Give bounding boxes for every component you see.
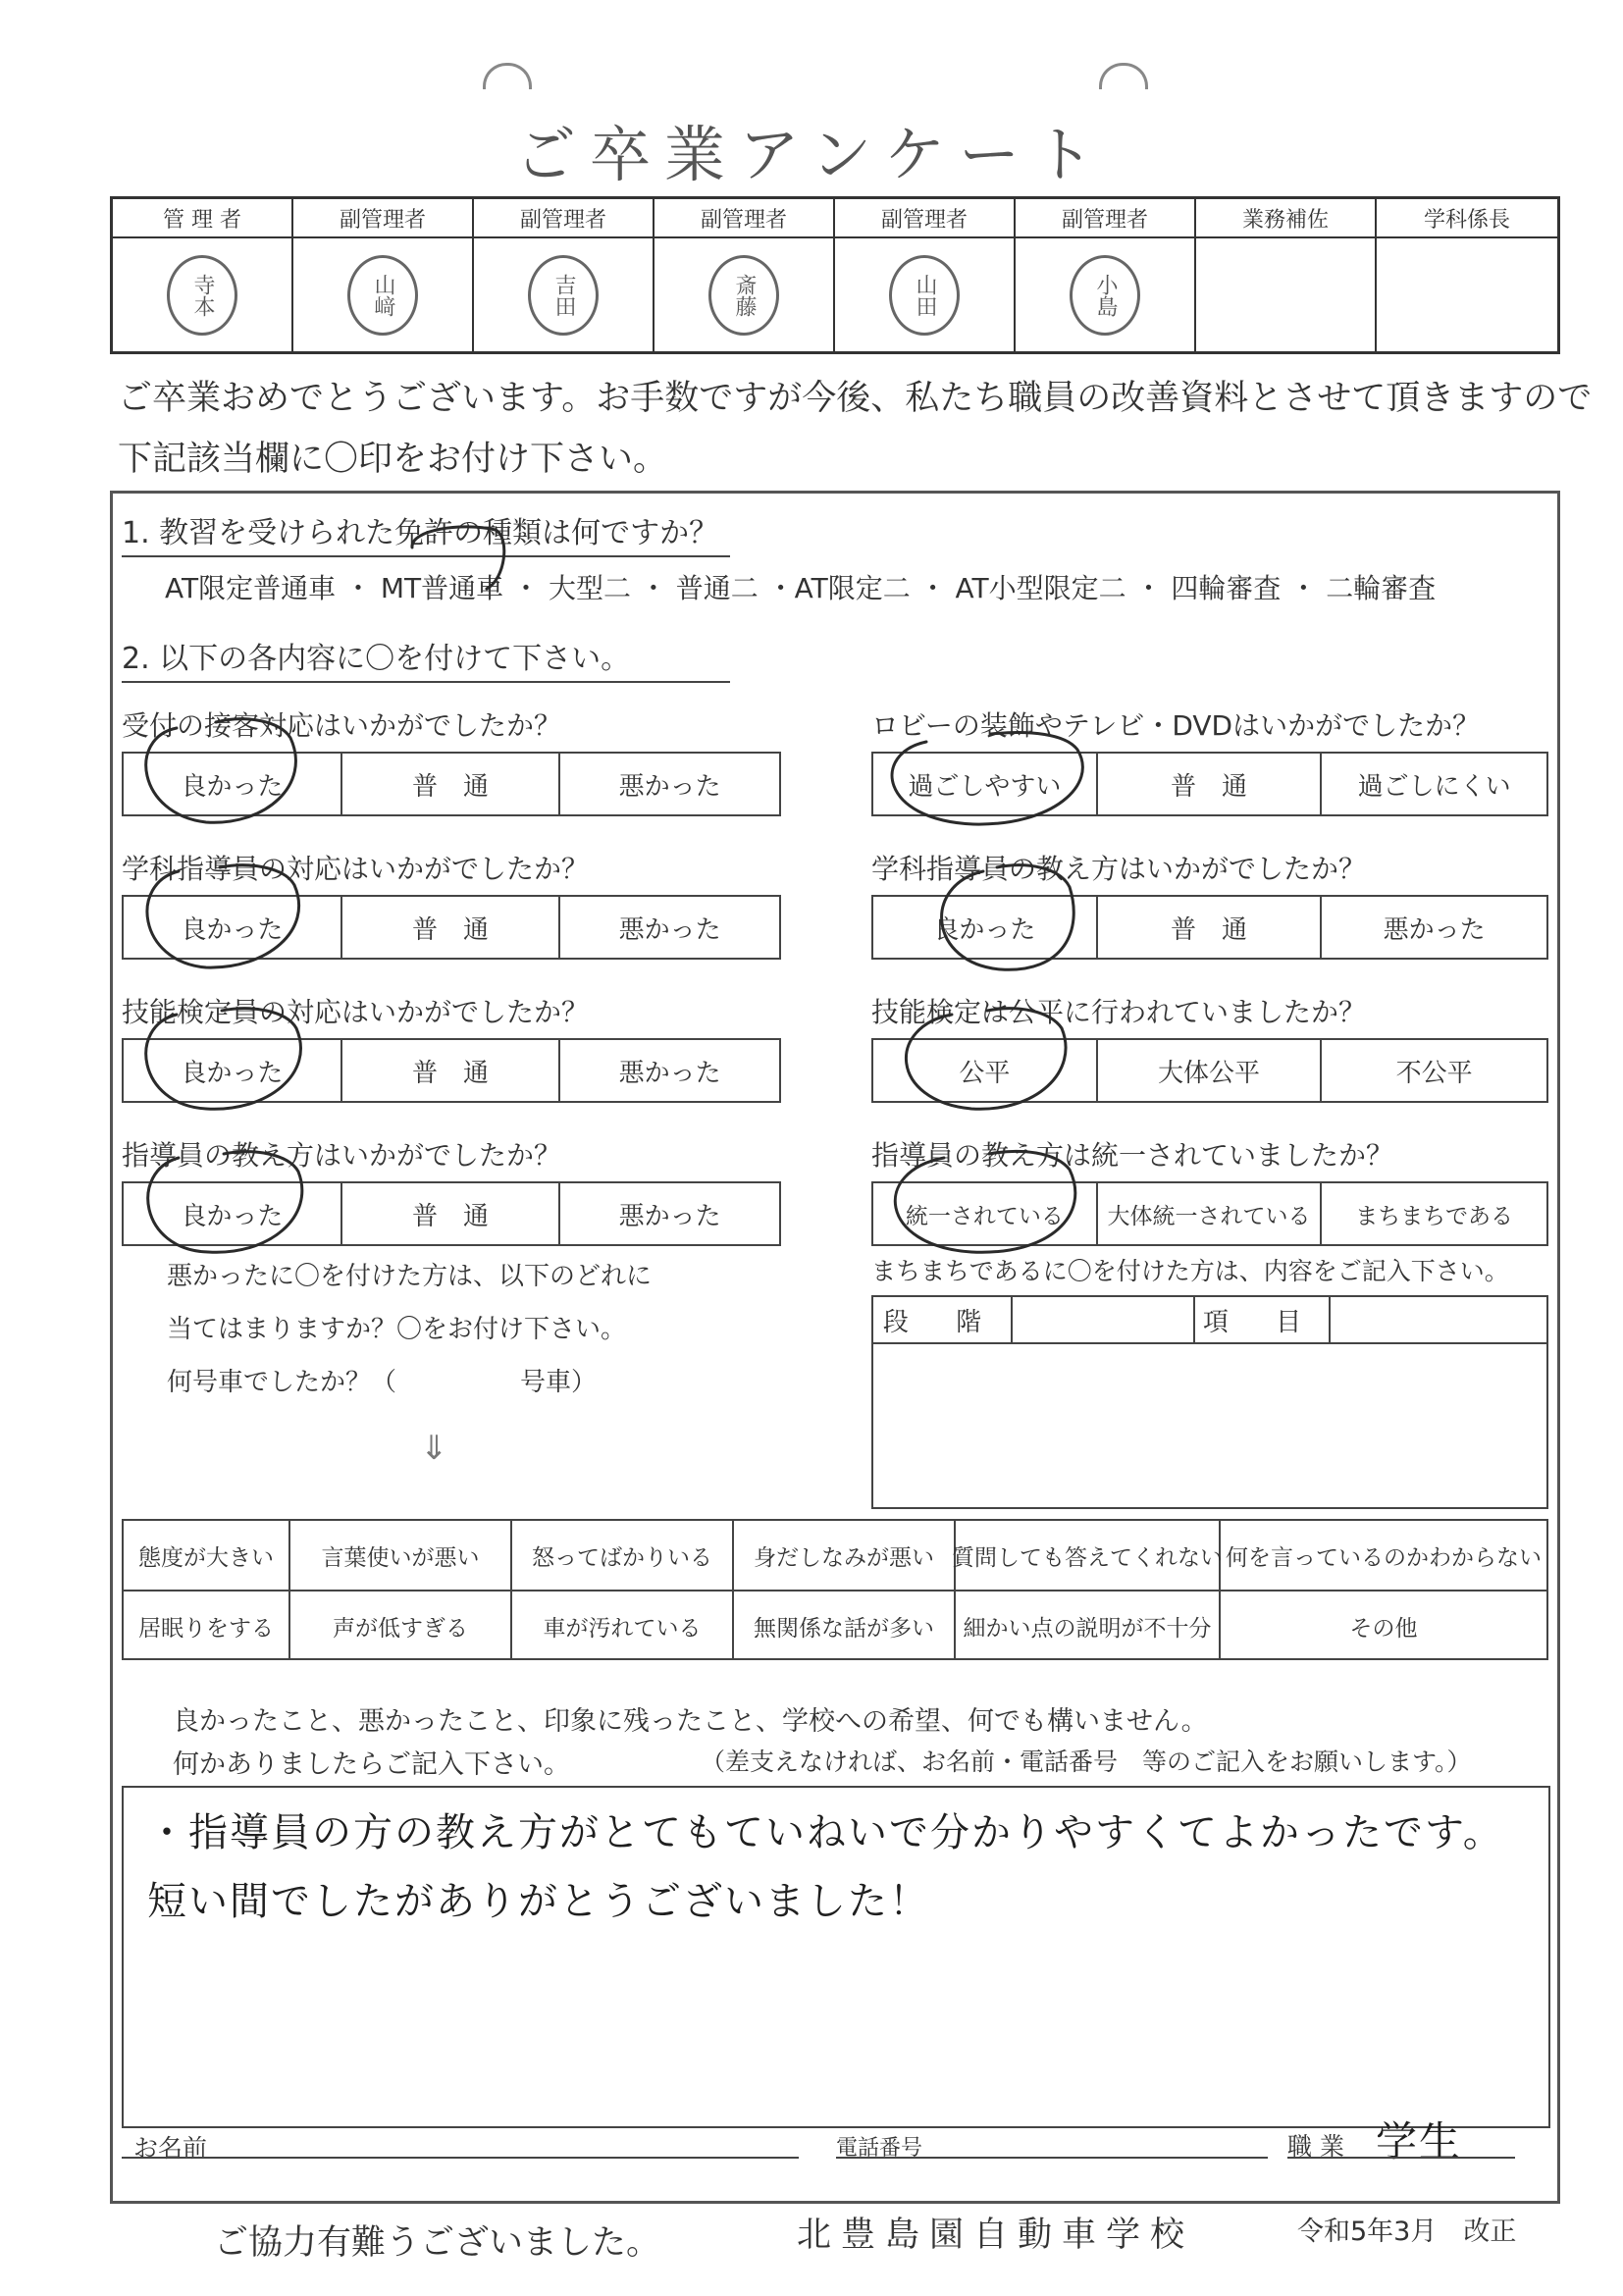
- name-input[interactable]: [122, 2157, 799, 2159]
- reason-cell[interactable]: 身だしなみが悪い: [734, 1521, 956, 1590]
- bad-note-line-1: 悪かったに〇を付けた方は、以下のどれに: [167, 1262, 653, 1291]
- punch-hole-left: [483, 63, 532, 89]
- intro-line-1: ご卒業おめでとうございます。お手数ですが今後、私たち職員の改善資料とさせて頂きますので: [118, 379, 1593, 418]
- approver-col: [1196, 199, 1377, 351]
- question-label: 指導員の教え方はいかがでしたか？: [122, 1139, 562, 1172]
- handwritten-comment-1: ・指導員の方の教え方がとてもていねいで分かりやすくてよかったです。: [147, 1810, 1504, 1855]
- q1-heading: 1. 教習を受けられた免許の種類は何ですか？: [122, 508, 730, 557]
- approver-col: [835, 199, 1016, 351]
- rating-options: [871, 895, 1548, 960]
- down-arrow-icon: ⇓: [420, 1429, 448, 1468]
- car-number-prefix: 何号車でしたか？（: [167, 1368, 397, 1397]
- option-unified[interactable]: 統一されている: [873, 1183, 1098, 1244]
- option-good[interactable]: 良かった: [873, 897, 1098, 958]
- approver-col: [654, 199, 835, 351]
- phone-input[interactable]: [836, 2157, 1268, 2159]
- job-label: 職 業: [1287, 2132, 1344, 2161]
- reason-cell[interactable]: 声が低すぎる: [290, 1592, 512, 1660]
- revision-date: 令和5年3月 改正: [1297, 2217, 1517, 2247]
- rating-options: [122, 752, 781, 816]
- reason-cell[interactable]: 怒ってばかりいる: [512, 1521, 734, 1590]
- job-input[interactable]: [1287, 2157, 1515, 2159]
- option-bad[interactable]: 悪かった: [618, 1058, 721, 1088]
- job-value: 学生: [1376, 2117, 1463, 2166]
- approver-seal: 斎藤: [708, 255, 779, 336]
- phone-label: 電話番号: [836, 2136, 923, 2161]
- item-input[interactable]: [1331, 1297, 1546, 1342]
- reason-grid: [122, 1519, 1548, 1660]
- car-number-input[interactable]: [393, 1358, 510, 1393]
- approver-col: [113, 199, 293, 351]
- approver-stamp-grid: [110, 196, 1560, 354]
- varied-note: まちまちであるに〇を付けた方は、内容をご記入下さい。: [871, 1257, 1509, 1285]
- option-bad[interactable]: 悪かった: [618, 771, 721, 802]
- reason-cell[interactable]: 何を言っているのかわからない: [1226, 1544, 1542, 1571]
- stage-item-table: [871, 1295, 1548, 1509]
- option-bad[interactable]: 悪かった: [618, 914, 721, 945]
- approver-role: 副管理者: [654, 199, 833, 238]
- q2-heading: 2. 以下の各内容に〇を付けて下さい。: [122, 634, 730, 683]
- name-label: お名前: [133, 2134, 208, 2163]
- rating-options: [122, 1181, 781, 1246]
- approver-seal: 山﨑: [347, 255, 418, 336]
- option-normal[interactable]: 普 通: [1098, 897, 1323, 958]
- question-label: 技能検定は公平に行われていましたか？: [871, 996, 1367, 1028]
- option-normal[interactable]: 普 通: [342, 1040, 561, 1101]
- option-mostly-fair[interactable]: 大体公平: [1098, 1040, 1323, 1101]
- approver-col: [1016, 199, 1196, 351]
- stage-input[interactable]: [1013, 1297, 1195, 1342]
- option-unfair[interactable]: 不公平: [1395, 1058, 1473, 1088]
- option-varied[interactable]: まちまちである: [1355, 1203, 1514, 1229]
- approver-seal: 吉田: [528, 255, 599, 336]
- option-normal[interactable]: 普 通: [342, 754, 561, 814]
- approver-role: 業務補佐: [1196, 199, 1375, 238]
- reason-cell[interactable]: 細かい点の説明が不十分: [956, 1592, 1221, 1660]
- question-label: 技能検定員の対応はいかがでしたか？: [122, 996, 590, 1028]
- rating-options: [871, 1181, 1548, 1246]
- question-label: ロビーの装飾やテレビ・DVDはいかがでしたか？: [871, 709, 1481, 742]
- reason-cell[interactable]: 質問しても答えてくれない: [956, 1521, 1221, 1590]
- option-good[interactable]: 良かった: [124, 1040, 342, 1101]
- car-number-suffix: 号車）: [520, 1368, 598, 1397]
- page-title: ご卒業アンケート: [514, 119, 1109, 190]
- approver-role: 副管理者: [835, 199, 1014, 238]
- approver-stamp-empty[interactable]: [1377, 238, 1557, 351]
- q1-license-options[interactable]: AT限定普通車 ・ MT普通車 ・ 大型二 ・ 普通二 ・AT限定二 ・ AT小型限定二 ・ 四輪審査 ・ 二輪審査: [165, 572, 1437, 604]
- option-fair[interactable]: 公平: [873, 1040, 1098, 1101]
- reason-cell[interactable]: 車が汚れている: [512, 1592, 734, 1660]
- option-good[interactable]: 良かった: [124, 897, 342, 958]
- thanks-text: ご協力有難うございました。: [214, 2223, 661, 2263]
- option-comfortable[interactable]: 過ごしやすい: [873, 754, 1098, 814]
- option-uncomfortable[interactable]: 過ごしにくい: [1357, 771, 1511, 802]
- approver-role: 副管理者: [293, 199, 472, 238]
- reason-cell[interactable]: 言葉使いが悪い: [290, 1521, 512, 1590]
- approver-seal: 寺本: [167, 255, 237, 336]
- question-label: 受付の接客対応はいかがでしたか？: [122, 709, 562, 742]
- comment-prompt-2: 何かありましたらご記入下さい。: [173, 1749, 570, 1780]
- rating-options: [871, 752, 1548, 816]
- handwritten-comment-2: 短い間でしたがありがとうございました！: [147, 1879, 930, 1924]
- approver-stamp-empty[interactable]: [1196, 238, 1375, 351]
- option-good[interactable]: 良かった: [124, 754, 342, 814]
- stage-label: 段 階: [873, 1297, 1013, 1342]
- reason-cell[interactable]: その他: [1349, 1615, 1418, 1642]
- question-label: 学科指導員の対応はいかがでしたか？: [122, 853, 590, 885]
- approver-col: [293, 199, 474, 351]
- rating-options: [871, 1038, 1548, 1103]
- bad-note-line-2: 当てはまりますか？〇をお付け下さい。: [167, 1315, 627, 1344]
- approver-role: 副管理者: [1016, 199, 1194, 238]
- option-mostly-unified[interactable]: 大体統一されている: [1098, 1183, 1323, 1244]
- rating-options: [122, 895, 781, 960]
- option-good[interactable]: 良かった: [124, 1183, 342, 1244]
- question-label: 学科指導員の教え方はいかがでしたか？: [871, 853, 1367, 885]
- reason-cell[interactable]: 無関係な話が多い: [734, 1592, 956, 1660]
- reason-cell[interactable]: 態度が大きい: [124, 1521, 290, 1590]
- intro-line-2: 下記該当欄に〇印をお付け下さい。: [118, 440, 668, 479]
- approver-role: 副管理者: [474, 199, 653, 238]
- approver-seal: 山田: [889, 255, 960, 336]
- option-normal[interactable]: 普 通: [1098, 754, 1323, 814]
- comment-prompt-1: 良かったこと、悪かったこと、印象に残ったこと、学校への希望、何でも構いません。: [173, 1706, 1208, 1737]
- punch-hole-right: [1099, 63, 1148, 89]
- approver-seal: 小島: [1070, 255, 1140, 336]
- option-bad[interactable]: 悪かった: [1383, 914, 1486, 945]
- approver-role: 学科係長: [1377, 199, 1557, 238]
- option-bad[interactable]: 悪かった: [618, 1201, 721, 1231]
- school-name: 北豊島園自動車学校: [797, 2216, 1195, 2255]
- item-label: 項 目: [1195, 1297, 1331, 1342]
- reason-cell[interactable]: 居眠りをする: [124, 1592, 290, 1660]
- option-normal[interactable]: 普 通: [342, 897, 561, 958]
- comment-prompt-note: （差支えなければ、お名前・電話番号 等のご記入をお願いします。）: [701, 1748, 1472, 1776]
- varied-detail-input[interactable]: [873, 1344, 1546, 1505]
- approver-col: [474, 199, 654, 351]
- rating-options: [122, 1038, 781, 1103]
- option-normal[interactable]: 普 通: [342, 1183, 561, 1244]
- approver-role: 管 理 者: [113, 199, 291, 238]
- approver-col: [1377, 199, 1557, 351]
- question-label: 指導員の教え方は統一されていましたか？: [871, 1139, 1394, 1172]
